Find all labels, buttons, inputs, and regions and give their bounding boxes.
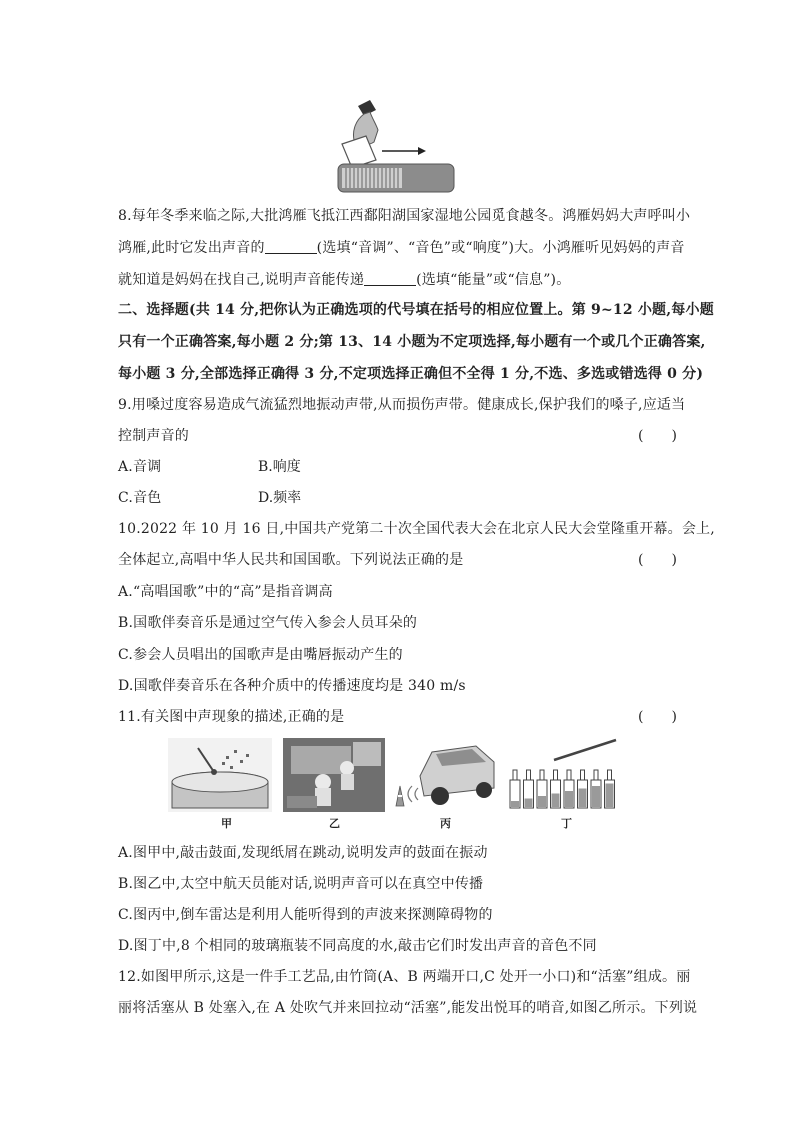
figure-bing-car-radar	[392, 736, 500, 812]
q9-option-a: A.音调	[118, 459, 162, 475]
figure-yi-astronauts	[283, 738, 385, 812]
q11-line1: 11.有关图中声现象的描述,正确的是	[118, 709, 345, 725]
section2-line2: 只有一个正确答案,每小题 2 分;第 13、14 小题为不定项选择,每小题有一个或几个正确答案,	[118, 334, 706, 350]
section2-line3: 每小题 3 分,全部选择正确得 3 分,不定项选择正确但不全得 1 分,不选、多选或错选得 0 分)	[118, 366, 704, 382]
q8-line2-text-b: (选填“音调”、“音色”或“响度”)大。小鸿雁听见妈妈的声音	[316, 240, 685, 256]
q9-option-c: C.音色	[118, 490, 162, 506]
q10-answer-paren: ( )	[638, 552, 677, 568]
q9-line1: 9.用嗓过度容易造成气流猛烈地振动声带,从而损伤声带。健康成长,保护我们的嗓子,应适当	[118, 397, 686, 413]
caption-yi: 乙	[329, 817, 340, 830]
bottle-neck	[513, 770, 517, 780]
bottle-neck	[540, 770, 544, 780]
q9-option-b: B.响度	[258, 459, 301, 475]
q11-option-a: A.图甲中,敲击鼓面,发现纸屑在跳动,说明发声的鼓面在振动	[118, 845, 488, 861]
bottle-neck	[608, 770, 612, 780]
q11-option-c: C.图丙中,倒车雷达是利用人能听得到的声波来探测障碍物的	[118, 907, 493, 923]
q8-line3-text-a: 就知道是妈妈在找自己,说明声音能传递	[118, 272, 365, 288]
bottle-water	[538, 796, 546, 807]
q10-option-c: C.参会人员唱出的国歌声是由嘴唇振动产生的	[118, 647, 403, 663]
q10-option-b: B.国歌伴奏音乐是通过空气传入参会人员耳朵的	[118, 615, 418, 631]
q8-blank-1	[265, 239, 317, 254]
q8-line2	[118, 238, 685, 258]
q10-option-d: D.国歌伴奏音乐在各种介质中的传播速度均是 340 m/s	[118, 678, 466, 694]
figure-ding-bottles	[506, 736, 618, 810]
bottle-water	[552, 794, 560, 808]
q8-blank-2	[364, 271, 416, 286]
bottle-neck	[594, 770, 598, 780]
bottle-water	[565, 791, 573, 807]
figure-jia-drum	[168, 738, 272, 812]
q11-option-b: B.图乙中,太空中航天员能对话,说明声音可以在真空中传播	[118, 876, 484, 892]
q9-option-d: D.频率	[258, 490, 302, 506]
bottle-neck	[567, 770, 571, 780]
caption-bing: 丙	[440, 817, 451, 830]
bottle-neck	[527, 770, 531, 780]
section2-line1: 二、选择题(共 14 分,把你认为正确选项的代号填在括号的相应位置上。第 9~12 小题,每小题	[118, 302, 714, 318]
comb-card-figure	[330, 96, 460, 196]
bottle-water	[579, 789, 587, 808]
bottle-water	[511, 801, 519, 807]
q8-line2-text-a: 鸿雁,此时它发出声音的	[118, 240, 265, 256]
caption-ding: 丁	[561, 817, 572, 830]
q8-line3-text-b: (选填“能量”或“信息”)。	[416, 272, 571, 288]
q10-line1: 10.2022 年 10 月 16 日,中国共产党第二十次全国代表大会在北京人民大会堂隆重开幕。会上,	[118, 521, 715, 537]
bottle-neck	[581, 770, 585, 780]
bottle-water	[606, 784, 614, 808]
q8-line1: 8.每年冬季来临之际,大批鸿雁飞抵江西鄱阳湖国家湿地公园觅食越冬。鸿雁妈妈大声呼叫小	[118, 208, 691, 224]
q9-line2: 控制声音的	[118, 428, 189, 444]
caption-jia: 甲	[221, 817, 232, 830]
q10-line2: 全体起立,高唱中华人民共和国国歌。下列说法正确的是	[118, 552, 464, 568]
q12-line2: 丽将活塞从 B 处塞入,在 A 处吹气并来回拉动“活塞”,能发出悦耳的哨音,如图乙所示。下列说	[118, 1000, 698, 1016]
q8-line3	[118, 270, 570, 290]
bottle-neck	[554, 770, 558, 780]
q11-answer-paren: ( )	[638, 709, 677, 725]
bottle-water	[592, 786, 600, 807]
q12-line1: 12.如图甲所示,这是一件手工艺品,由竹筒(A、B 两端开口,C 处开一小口)和“活塞”组成。丽	[118, 969, 691, 985]
q10-option-a: A.“高唱国歌”中的“高”是指音调高	[118, 584, 333, 600]
q11-option-d: D.图丁中,8 个相同的玻璃瓶装不同高度的水,敲击它们时发出声音的音色不同	[118, 938, 597, 954]
bottle-water	[525, 799, 533, 808]
q9-answer-paren: ( )	[638, 428, 677, 444]
